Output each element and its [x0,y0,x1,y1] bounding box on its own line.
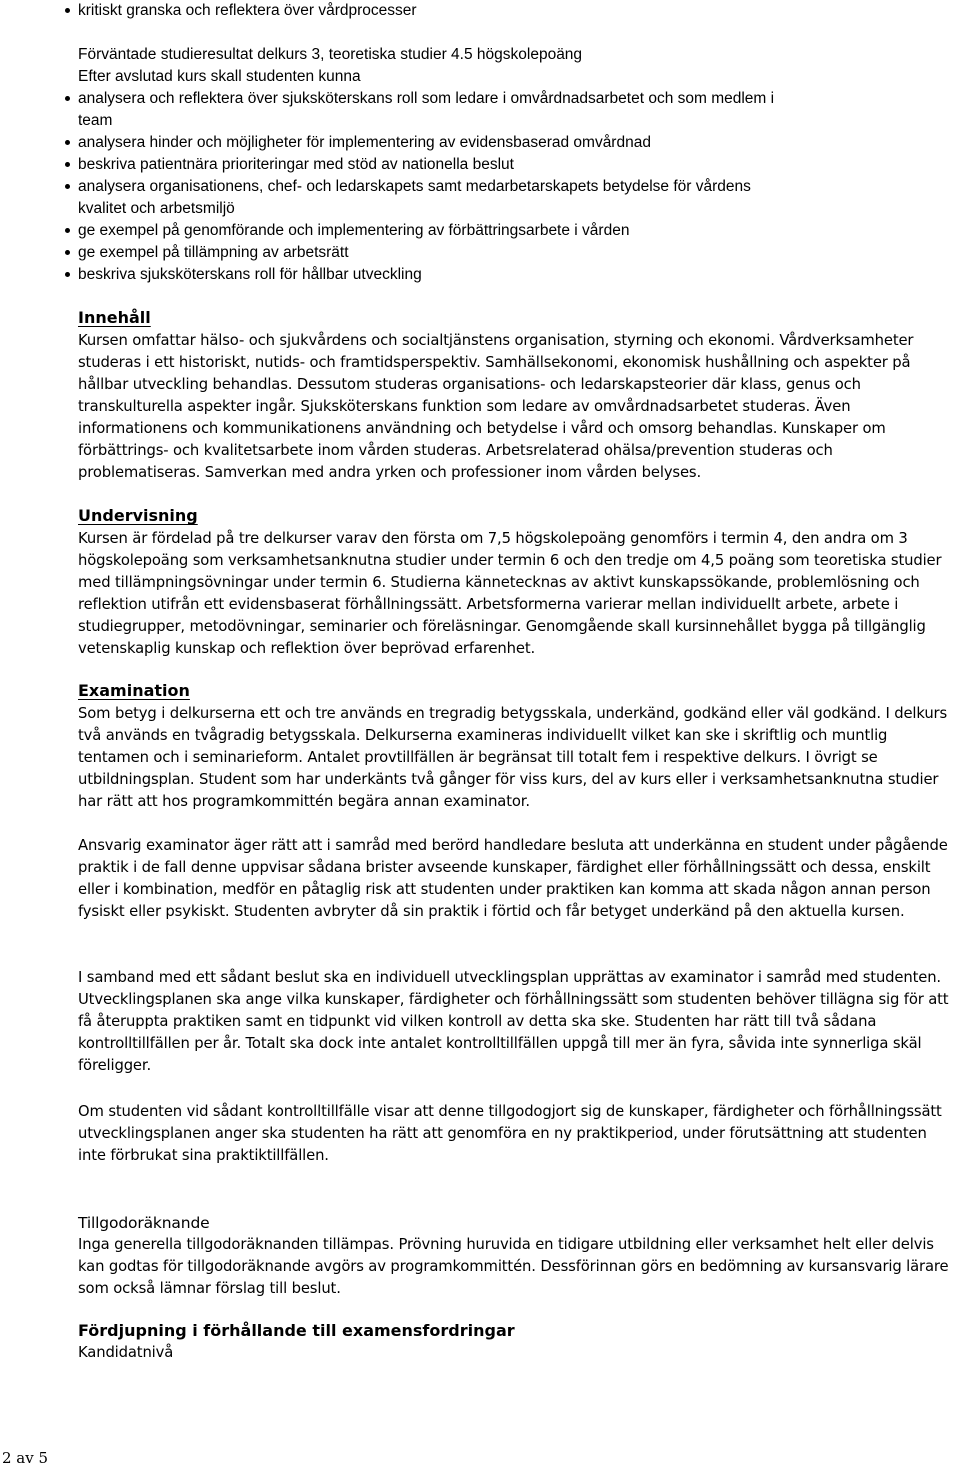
paragraph: Inga generella tillgodoräknanden tillämpas. Prövning huruvida en tidigare utbildning eller verksamhet helt eller delvis kan godtas för tillgodoräknande avgörs av programkommittén. Dessförinnan görs en bedömning av kursansvarig lärare som också lämnar förslag till beslut. [78,1236,949,1297]
paragraph: Som betyg i delkurserna ett och tre används en tregradig betygsskala, underkänd, godkänd eller väl godkänd. I delkurs två används en tvågradig betygsskala. Delkurserna examineras individuellt vilket kan ske i skriftlig och muntlig tentamen och i seminarieform. Antalet provtillfällen är begränsat till totalt fem i respektive delkurs. I övrigt se utbildningsplan. Student som har underkänts två gånger för viss kurs, del av kurs eller i verksamhetsanknutna studier har rätt att hos programkommittén begära annan examinator. [78,705,948,810]
examination-paragraph-3 [78,967,958,1077]
list-item [78,176,798,220]
expected-results-title: Förväntade studieresultat delkurs 3, teoretiska studier 4.5 högskolepoäng [78,46,583,63]
bullet-icon [65,228,70,233]
undervisning-text [78,528,958,660]
examination-paragraph-4 [78,1101,958,1167]
innehall-text [78,330,958,484]
expected-results-list [78,88,798,286]
list-item [78,0,958,22]
list-item [78,220,798,242]
paragraph: Kursen omfattar hälso- och sjukvårdens och socialtjänstens organisation, styrning och ekonomi. Vårdverksamheter studeras i ett historiskt, nutids- och framtidsperspektiv. Samhällsekonomi, ekonomisk hushållning och aspekter på hållbar utveckling behandlas. Dessutom studeras organisations- och ledarskapsteorier där klass, genus och transkulturella aspekter ingår. Sjuksköterskans funktion som ledare av omvårdnadsarbetet studeras. Även informationens och kommunikationens användning och betydelse i vård och omsorg behandlas. Kunskaper om förbättrings- och kvalitetsarbete inom vården studeras. Arbetsrelaterad ohälsa/prevention studeras och problematiseras. Samverkan med andra yrken och professioner inom vården belyses. [78,332,914,481]
examination-paragraph-2 [78,835,958,923]
list-item [78,132,798,154]
expected-results-intro: Efter avslutad kurs skall studenten kunna [78,68,361,85]
bullet-icon [65,184,70,189]
bullet-icon [65,272,70,277]
list-item-text: beskriva patientnära prioriteringar med stöd av nationella beslut [78,156,514,173]
list-item [78,154,798,176]
paragraph: I samband med ett sådant beslut ska en individuell utvecklingsplan upprättas av examinator i samråd med studenten. Utvecklingsplanen ska ange vilka kunskaper, färdigheter och förhållningssätt som studenten behöver tillägna sig för att få återuppta praktiken samt en tidpunkt vid vilken kontroll av detta ska ske. Studenten har rätt till två sådana kontrolltillfällen per år. Totalt ska dock inte antalet kontrolltillfällen uppgå till mer än fyra, såvida inte synnerliga skäl föreligger. [78,969,949,1074]
bullet-icon [65,96,70,101]
list-item-text: beskriva sjuksköterskans roll för hållbar utveckling [78,266,422,283]
list-item-text: ge exempel på tillämpning av arbetsrätt [78,244,349,261]
list-item [78,242,798,264]
tillgodoraknande-heading: Tillgodoräknande [78,1214,210,1232]
bullet-icon [65,250,70,255]
examination-heading: Examination [78,681,190,700]
page-number: 2 av 5 [2,1449,49,1467]
examination-paragraph-1 [78,703,958,813]
fordjupning-heading: Fördjupning i förhållande till examensfordringar [78,1321,515,1340]
tillgodoraknande-text [78,1234,958,1300]
bullet-icon [65,162,70,167]
paragraph: Kursen är fördelad på tre delkurser varav den första om 7,5 högskolepoäng genomförs i termin 4, den andra om 3 högskolepoäng som verksamhetsanknutna studier under termin 6 och den tredje om 4,5 poäng som teoretiska studier med tillämpningsövningar under termin 6. Studierna kännetecknas av aktivt kunskapssökande, problemlösning och reflektion utifrån ett evidensbaserat förhållningssätt. Arbetsformerna varierar mellan individuellt arbete, arbete i studiegrupper, metodövningar, seminarier och föreläsningar. Genomgående skall kursinnehållet bygga på tillgänglig vetenskaplig kunskap och reflektion över beprövad erfarenhet. [78,530,942,657]
list-item-text: ge exempel på genomförande och implementering av förbättringsarbete i vården [78,222,630,239]
undervisning-heading: Undervisning [78,506,198,525]
list-item-text: analysera hinder och möjligheter för implementering av evidensbaserad omvårdnad [78,134,651,151]
fordjupning-text: Kandidatnivå [78,1344,174,1361]
list-item-text: analysera organisationens, chef- och ledarskapets samt medarbetarskapets betydelse för vårdens kvalitet och arbetsmiljö [78,178,751,217]
list-item [78,88,798,132]
paragraph: Ansvarig examinator äger rätt att i samråd med berörd handledare besluta att underkänna en student under pågående praktik i de fall denne uppvisar sådana brister avseende kunskaper, färdighet eller förhållningssätt och dessa, enskilt eller i kombination, medför en påtaglig risk att studenten under praktiken kan komma att skada någon annan person fysiskt eller psykiskt. Studenten avbryter då sin praktik i förtid och får betyget underkänd på den aktuella kursen. [78,837,948,920]
innehall-heading: Innehåll [78,308,151,327]
list-item-text: analysera och reflektera över sjuksköterskans roll som ledare i omvårdnadsarbetet och som medlem i team [78,90,775,129]
paragraph: Om studenten vid sådant kontrolltillfälle visar att denne tillgodogjort sig de kunskaper, färdigheter och förhållningssätt utvecklingsplanen anger ska studenten ha rätt att genomföra en ny praktikperiod, under förutsättning att studenten inte förbrukat sina praktiktillfällen. [78,1103,942,1164]
bullet-icon [65,8,70,13]
bullet-icon [65,140,70,145]
list-item-text: kritiskt granska och reflektera över vårdprocesser [78,2,417,19]
list-item [78,264,798,286]
top-bullet-list [78,0,958,22]
